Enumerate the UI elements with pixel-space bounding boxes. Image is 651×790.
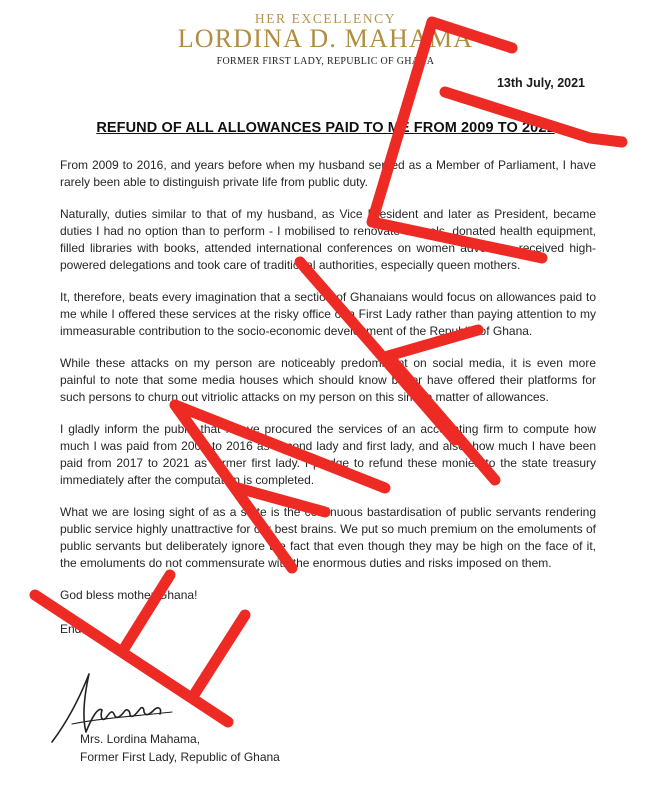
signatory-block: [80, 730, 280, 766]
signatory-name: Mrs. Lordina Mahama,: [80, 732, 201, 746]
paragraph-end: End: [60, 622, 82, 636]
paragraph-4: While these attacks on my person are noticeably predominant on social media, it is even more painful to note that some media houses which should know better have offered their platforms for such persons to churn out vitriolic attacks on my person on this simple matter of allowances.: [60, 356, 596, 404]
letter-date: 13th July, 2021: [496, 76, 585, 90]
paragraph-5: I gladly inform the public that I have procured the services of an accounting firm to compute how much I was paid from 2009 to 2016 as second lady and first lady, and also, how much I have been paid from 2017 to 2021 as former first lady. I pledge to refund these monies to the state treasury immediately after the computation is completed.: [60, 422, 596, 487]
paragraph-1: From 2009 to 2016, and years before when my husband served as a Member of Parliament, I have rarely been able to distinguish private life from public duty.: [60, 158, 596, 189]
signatory-title: Former First Lady, Republic of Ghana: [80, 750, 280, 764]
paragraph-closing: God bless mother Ghana!: [60, 588, 198, 602]
letterhead-name: LORDINA D. MAHAMA: [177, 24, 474, 53]
letter-heading: REFUND OF ALL ALLOWANCES PAID TO ME FROM 2009 TO 2021: [96, 120, 555, 136]
letterhead-honorific: HER EXCELLENCY: [254, 11, 397, 26]
paragraph-2: Naturally, duties similar to that of my husband, as Vice President and later as President, became duties I had no option than to perform - I mobilised to renovate schools, donated health equipment, filled libraries with books, attended international conferences on women advocacy, received high-powered delegations and took care of traditional authorities, especially queen mothers.: [60, 207, 596, 272]
letter-body: [60, 157, 596, 655]
paragraph-3: It, therefore, beats every imagination that a section of Ghanaians would focus on allowances paid to me while I offered these services at the risky office of a First Lady rather than paying attention to my immeasurable contribution to the socio-economic development of the Republic of Ghana.: [60, 290, 596, 338]
paragraph-6: What we are losing sight of as a state is the continuous bastardisation of public servants rendering public service highly unattractive for our best brains. We put so much premium on the emoluments of public servants but deliberately ignore the fact that even though they may be high on the face of it, the emoluments do not commensurate with the enormous duties and risks imposed on them.: [60, 505, 596, 570]
letterhead-subtitle: FORMER FIRST LADY, REPUBLIC OF GHANA: [216, 56, 435, 67]
